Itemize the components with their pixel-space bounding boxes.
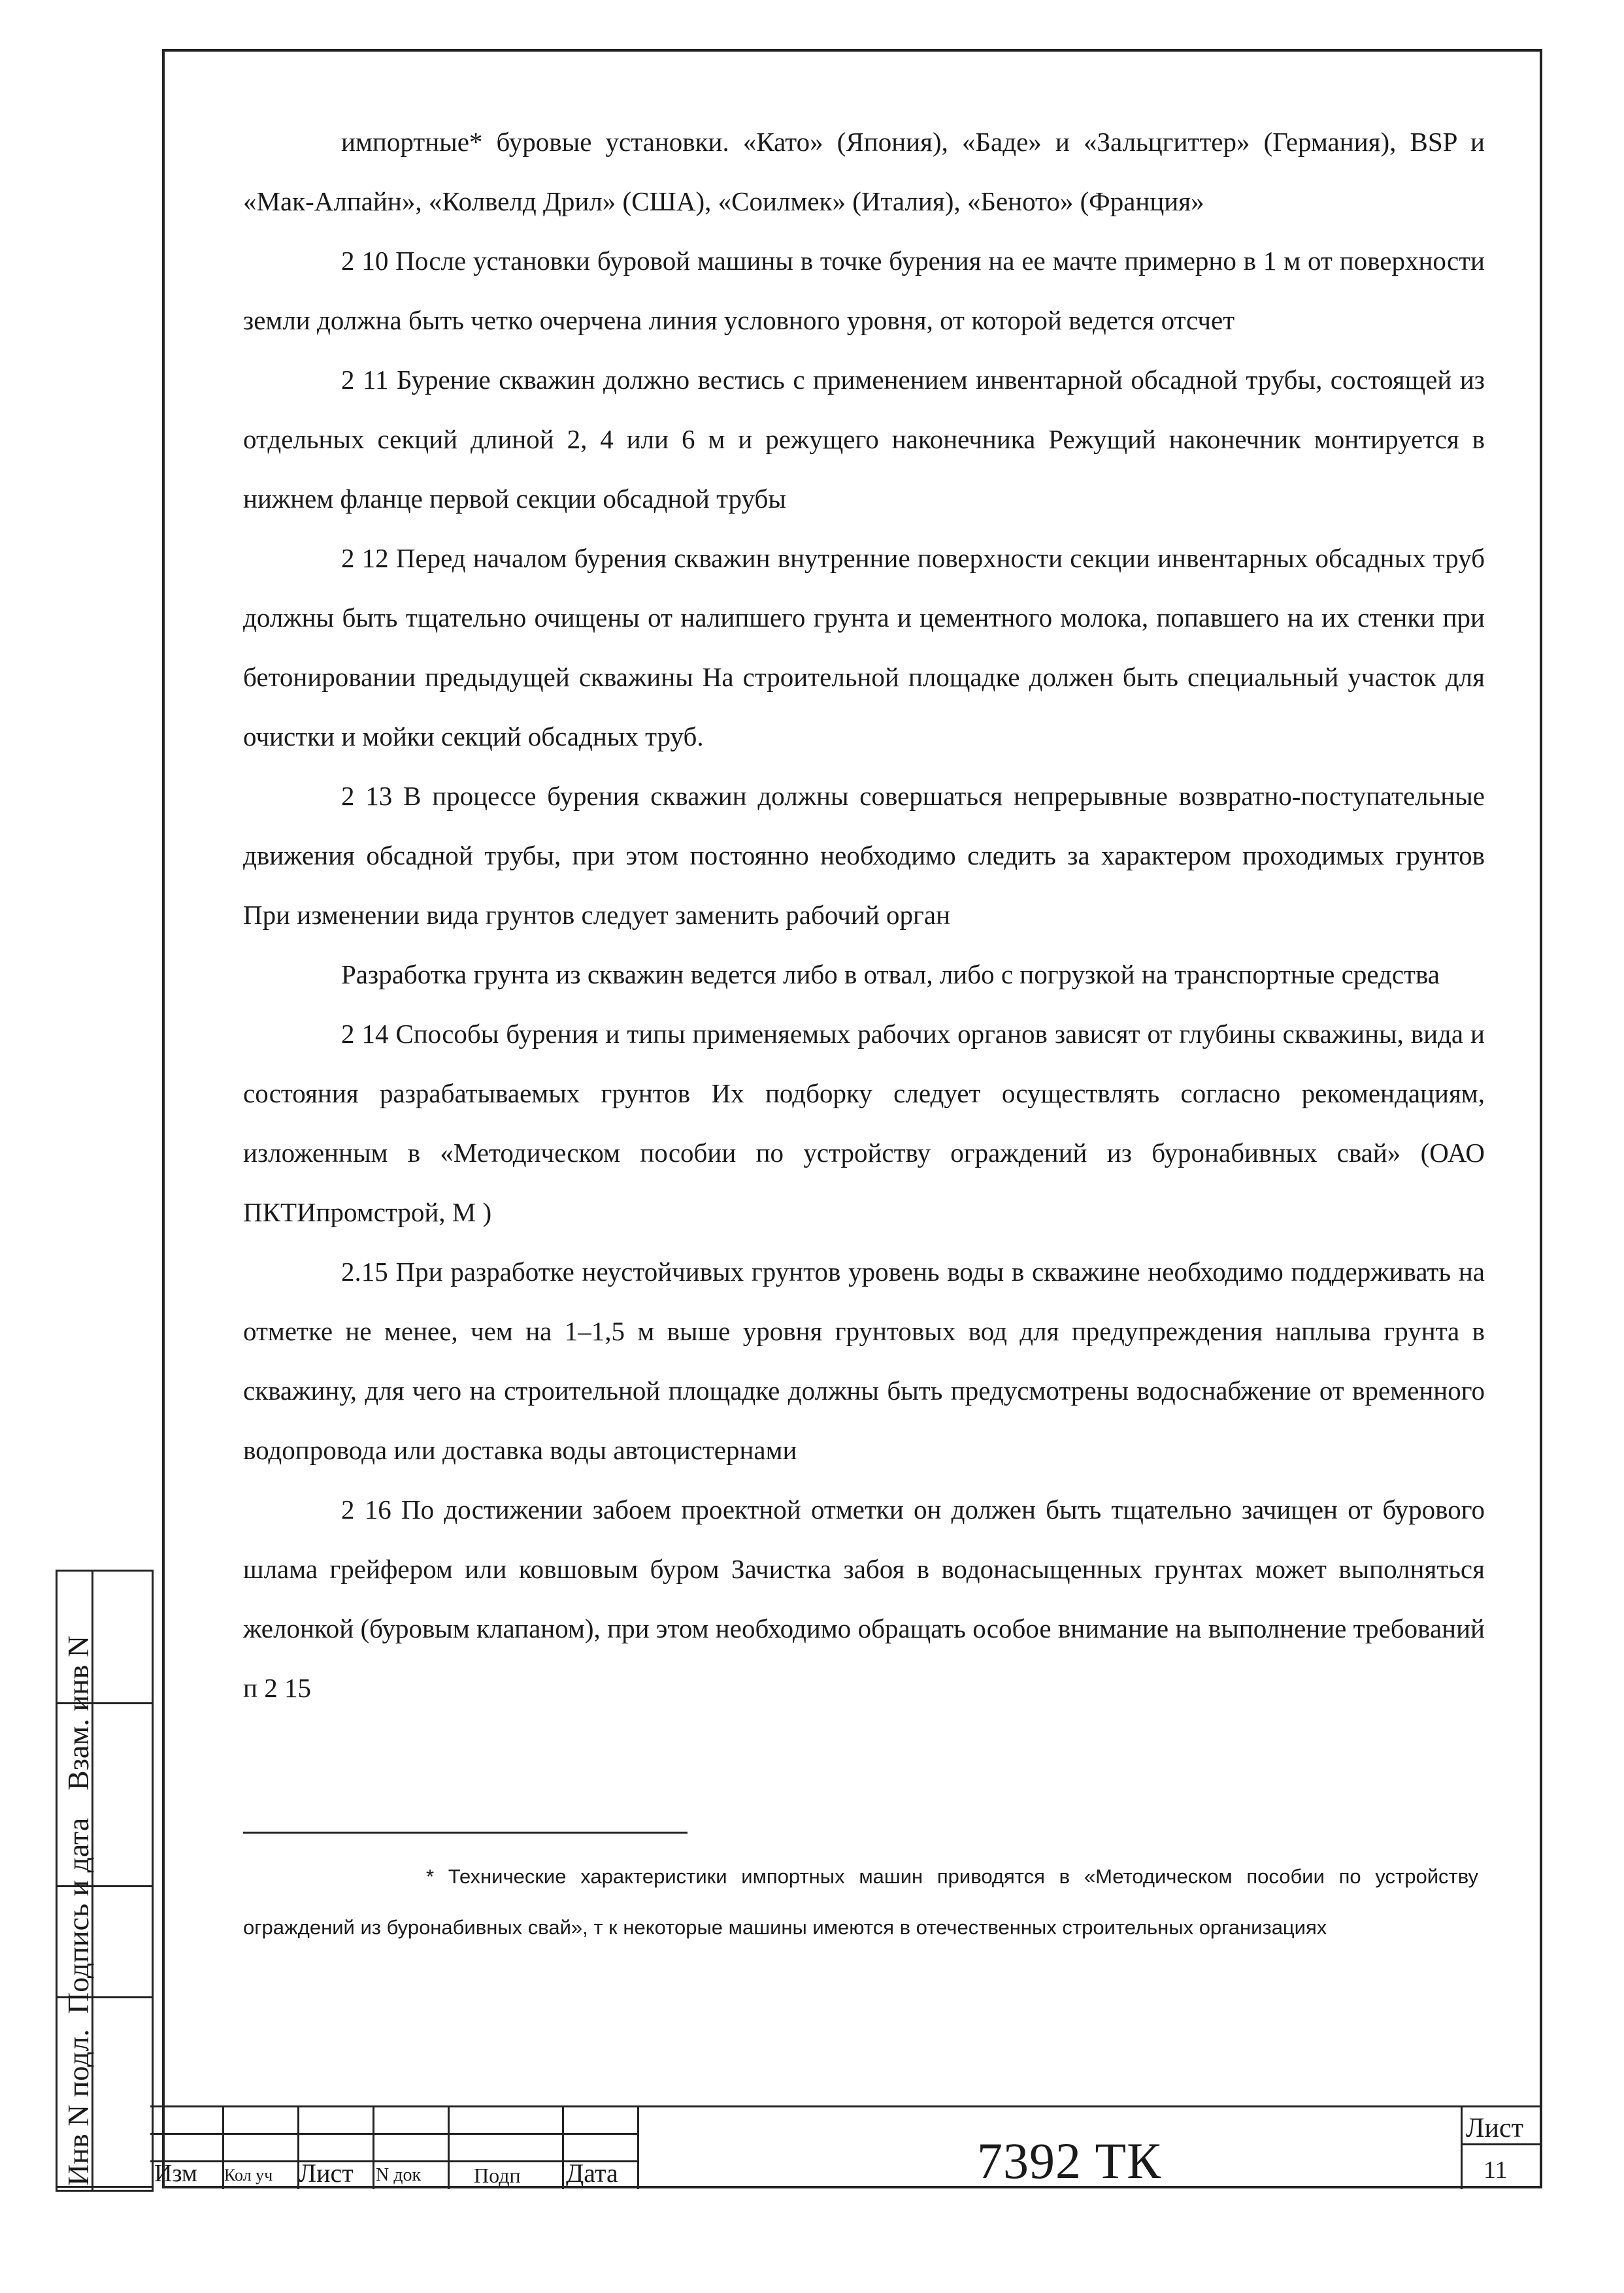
sheet-number: 11 [1483, 2156, 1508, 2184]
paragraph: 2 14 Способы бурения и типы применяемых рабочих органов зависят от глубины скважины, вида и состояния разрабатываемых грунтов Их подборку следует осуществлять согласно рекомендациям, изложенным в «Методическом пособии по устройству ограждений из буронабивных свай» (ОАО ПКТИпромстрой, М ) [243, 1019, 1485, 1227]
tb-podp-label: Подп [474, 2164, 521, 2187]
footnote: * Технические характеристики импортных машин приводятся в «Методическом пособии по устройству ограждений из буронабивных свай», т к некоторые машины имеются в отечественных строительных организациях [243, 1865, 1478, 1939]
stamp-inv-podl: Инв N подл. [61, 2029, 95, 2186]
tb-kol-uch-label: Кол уч [224, 2166, 273, 2185]
footnote-separator [243, 1832, 688, 1834]
tb-izm-label: Изм [154, 2160, 197, 2187]
title-block-col [562, 2105, 564, 2189]
paragraph: 2 16 По достижении забоем проектной отметки он должен быть тщательно зачищен от бурового шлама грейфером или ковшовым буром Зачистка забоя в водонасыщенных грунтах может выполняться желонкой (буровым клапаном), при этом необходимо обращать особое внимание на выполнение требований п 2 15 [243, 1494, 1485, 1703]
paragraph: Разработка грунта из скважин ведется либо в отвал, либо с погрузкой на транспортные средства [341, 959, 1440, 989]
tb-data-label: Дата [566, 2158, 618, 2188]
title-block-col [373, 2105, 374, 2189]
document-body [243, 112, 1485, 1718]
title-block-col [1461, 2105, 1463, 2189]
title-block-col [448, 2105, 450, 2189]
paragraph: 2 12 Перед началом бурения скважин внутренние поверхности секции инвентарных обсадных труб должны быть тщательно очищены от налипшего грунта и цементного молока, попавшего на их стенки при бетонировании предыдущей скважины На строительной площадке должен быть специальный участок для очистки и мойки секций обсадных труб. [243, 543, 1485, 751]
title-block-border [150, 2105, 1542, 2107]
document-code: 7392 ТК [977, 2132, 1162, 2189]
sheet-label: Лист [1466, 2113, 1523, 2143]
side-stamp-divider [58, 2186, 152, 2188]
title-block [150, 2105, 1542, 2189]
paragraph: 2 10 После установки буровой машины в точке бурения на ее мачте примерно в 1 м от поверхности земли должна быть четко очерчена линия условного уровня, от которой ведется отсчет [243, 246, 1485, 335]
tb-list-label: Лист [299, 2158, 354, 2188]
stamp-podpis-data: Подпись и дата [61, 1817, 95, 2014]
paragraph: 2 13 В процессе бурения скважин должны совершаться непрерывные возвратно-поступательные движения обсадной трубы, при этом постоянно необходимо следить за характером проходимых грунтов При изменении вида грунтов следует заменить рабочий орган [243, 781, 1485, 930]
paragraph: 2.15 При разработке неустойчивых грунтов уровень воды в скважине необходимо поддерживать на отметке не менее, чем на 1–1,5 м выше уровня грунтовых вод для предупреждения наплыва грунта в скважину, для чего на строительной площадке должны быть предусмотрены водоснабжение от временного водопровода или доставка воды автоцистернами [243, 1257, 1485, 1465]
stamp-vzam-inv: Взам. инв N [61, 1635, 95, 1790]
tb-n-dok-label: N док [376, 2165, 422, 2185]
paragraph: импортные* буровые установки. «Като» (Япония), «Баде» и «Зальцгиттер» (Германия), BSP и «Мак-Алпайн», «Колвелд Дрил» (США), «Соилмек» (Италия), «Беното» (Франция» [243, 127, 1485, 216]
title-block-col [637, 2105, 639, 2189]
paragraph: 2 11 Бурение скважин должно вестись с применением инвентарной обсадной трубы, состоящей из отдельных секций длиной 2, 4 или 6 м и режущего наконечника Режущий наконечник монтируется в нижнем фланце первой секции обсадной трубы [243, 365, 1485, 514]
